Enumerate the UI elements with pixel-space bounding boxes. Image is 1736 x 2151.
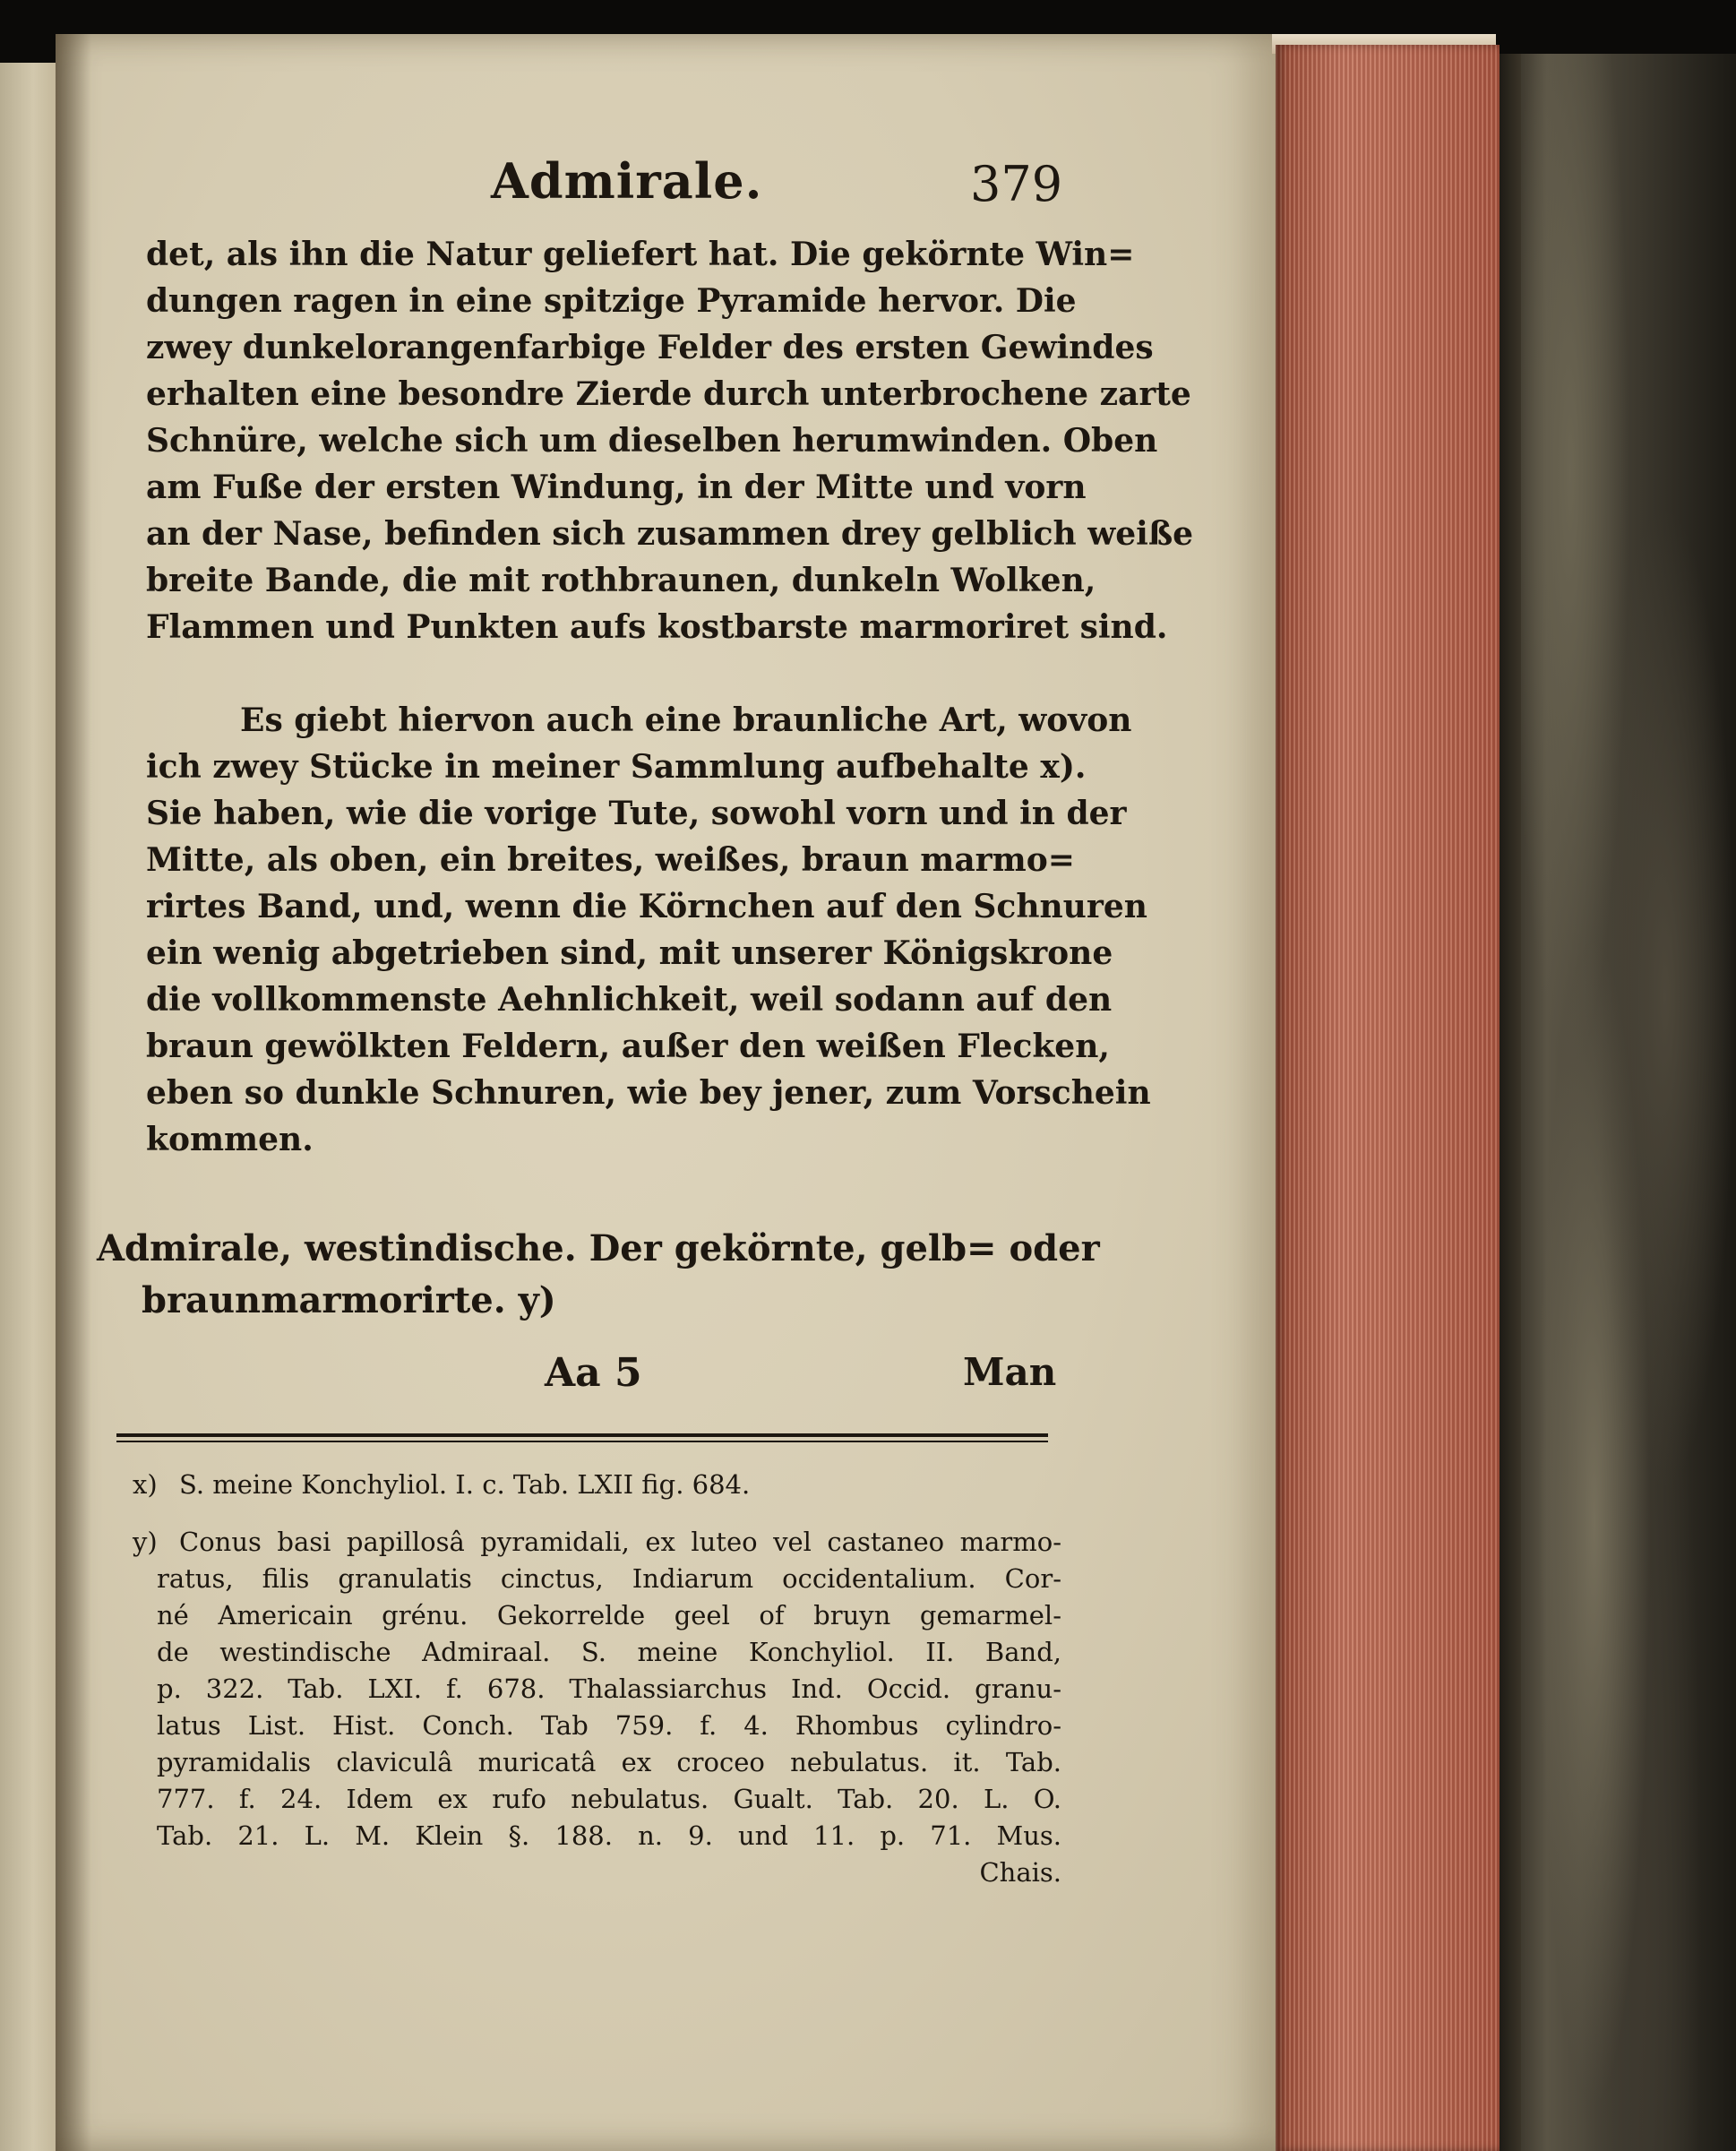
body-line: Mitte, als oben, ein breites, weißes, braun marmo=: [146, 841, 1075, 879]
cover-edge: [1500, 54, 1521, 2151]
page-number: 379: [970, 156, 1063, 212]
body-line: Es giebt hiervon auch eine braunliche Art, wovon: [240, 701, 1132, 739]
body-line: zwey dunkelorangenfarbige Felder des ersten Gewindes: [146, 329, 1154, 366]
body-line: rirtes Band, und, wenn die Körnchen auf den Schnuren: [146, 888, 1147, 925]
footnote-line: p. 322. Tab. LXI. f. 678. Thalassiarchus Ind. Occid. granu-: [157, 1673, 1061, 1704]
footnote-line: Tab. 21. L. M. Klein §. 188. n. 9. und 11. p. 71. Mus.: [157, 1820, 1061, 1851]
footnote-line: 777. f. 24. Idem ex rufo nebulatus. Gualt. Tab. 20. L. O.: [157, 1784, 1061, 1814]
body-line: ein wenig abgetrieben sind, mit unserer Königskrone: [146, 934, 1113, 972]
body-line: die vollkommenste Aehnlichkeit, weil sodann auf den: [146, 981, 1113, 1019]
running-head-title: Admirale.: [491, 152, 763, 210]
footnote-text: S. meine Konchyliol. I. c. Tab. LXII fig. 684.: [179, 1469, 751, 1500]
body-line: det, als ihn die Natur geliefert hat. Die gekörnte Win=: [146, 236, 1135, 273]
body-line: Schnüre, welche sich um dieselben herumwinden. Oben: [146, 422, 1158, 460]
footnote-line: de westindische Admiraal. S. meine Konchyliol. II. Band,: [157, 1637, 1061, 1667]
footnote-line: latus List. Hist. Conch. Tab 759. f. 4. Rhombus cylindro-: [157, 1710, 1061, 1741]
body-line: Sie haben, wie die vorige Tute, sowohl vorn und in der: [146, 795, 1127, 832]
body-line: erhalten eine besondre Zierde durch unterbrochene zarte: [146, 375, 1191, 413]
catchword: Man: [963, 1350, 1057, 1394]
footnote-line: Conus basi papillosâ pyramidali, ex luteo vel castaneo marmo-: [179, 1527, 1061, 1557]
marbled-cover: [1500, 54, 1736, 2151]
body-line: Flammen und Punkten aufs kostbarste marmoriret sind.: [146, 608, 1168, 646]
previous-page-edge: [0, 63, 56, 2151]
footnote-rule: [116, 1433, 1048, 1437]
body-line: braun gewölkten Feldern, außer den weißen Flecken,: [146, 1028, 1110, 1065]
page-gutter-shadow: [56, 34, 91, 2151]
signature-mark: Aa 5: [545, 1350, 642, 1396]
body-line: an der Nase, befinden sich zusammen drey gelblich weiße: [146, 515, 1194, 553]
page-block-edges: [1276, 45, 1500, 2151]
footnote-line: pyramidalis claviculâ muricatâ ex croceo nebulatus. it. Tab.: [157, 1747, 1061, 1777]
body-line: eben so dunkle Schnuren, wie bey jener, zum Vorschein: [146, 1074, 1151, 1112]
body-line: breite Bande, die mit rothbraunen, dunkeln Wolken,: [146, 562, 1096, 599]
footnote-line: Chais.: [979, 1857, 1061, 1888]
footnote-rule-thin: [116, 1441, 1048, 1442]
footnote-line: ratus, filis granulatis cinctus, Indiarum occidentalium. Cor-: [157, 1563, 1061, 1594]
section-heading: braunmarmorirte. y): [142, 1279, 556, 1321]
footnote-mark: x): [133, 1469, 158, 1500]
body-line: am Fuße der ersten Windung, in der Mitte und vorn: [146, 469, 1087, 506]
body-line: ich zwey Stücke in meiner Sammlung aufbehalte x).: [146, 748, 1087, 786]
footnote-mark: y): [133, 1527, 158, 1557]
body-line: kommen.: [146, 1121, 314, 1158]
section-heading: Admirale, westindische. Der gekörnte, gelb= oder: [97, 1227, 1100, 1269]
body-line: dungen ragen in eine spitzige Pyramide hervor. Die: [146, 282, 1077, 320]
footnote-line: né Americain grénu. Gekorrelde geel of bruyn gemarmel-: [157, 1600, 1061, 1630]
